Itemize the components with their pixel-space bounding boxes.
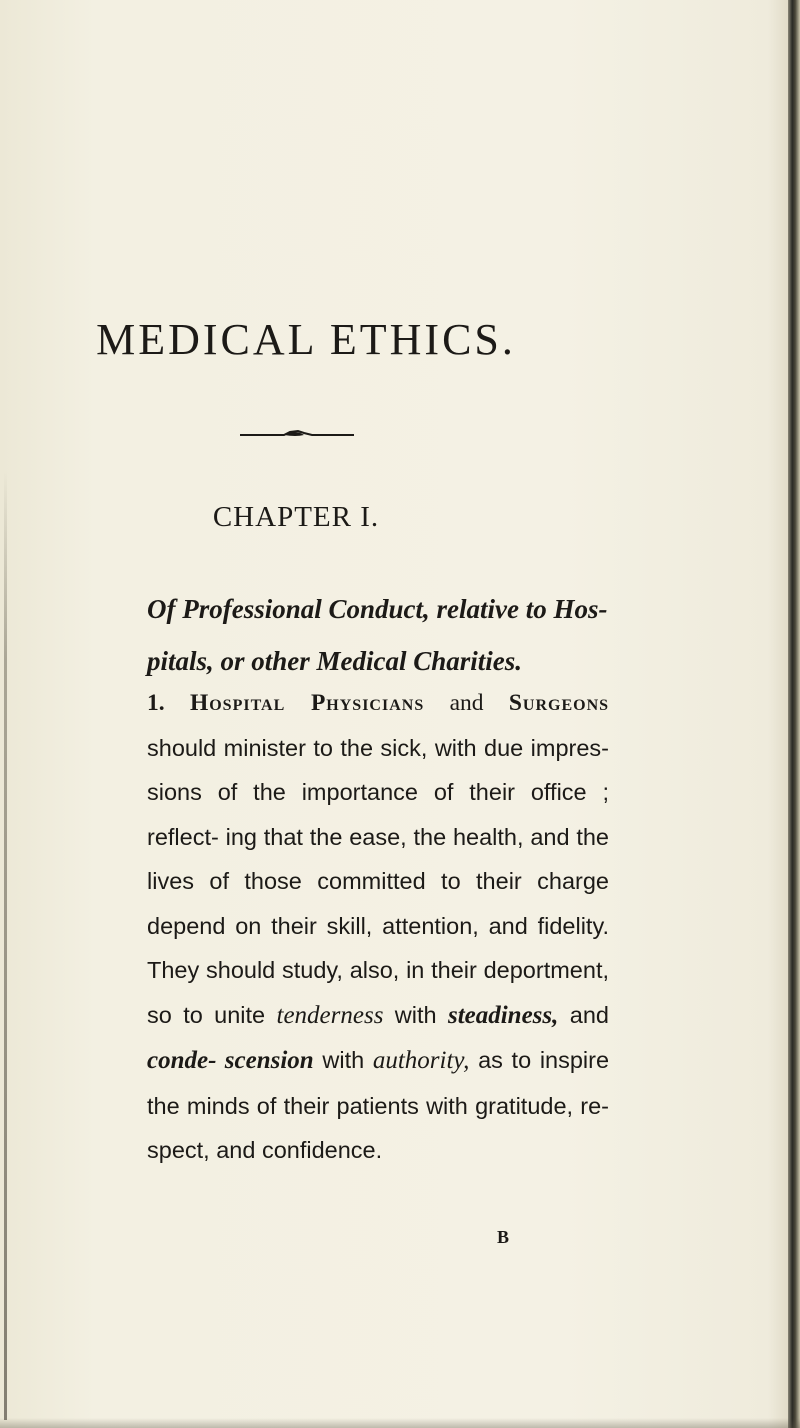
page-bottom-edge xyxy=(0,1418,800,1428)
book-title: MEDICAL ETHICS. xyxy=(96,315,516,364)
paragraph-text-3: and xyxy=(569,1001,609,1028)
emphasis-condescension: conde- scension xyxy=(147,1047,314,1074)
lead-conjunction: and xyxy=(449,690,484,716)
paragraph-text-1: should minister to the sick, with due impres- sions of the importance of their office ; reflect- ing that the ease, the health, and the lives of those committed to their charge depend on their skill, attention, and fidelity. They should study, also, in their deportment, so to unite xyxy=(147,734,609,1028)
paragraph-number: 1. xyxy=(147,690,165,716)
ornamental-rule xyxy=(238,428,356,440)
lead-words-2: Surgeons xyxy=(508,690,610,716)
emphasis-authority: authority, xyxy=(372,1047,470,1074)
emphasis-steadiness: steadiness, xyxy=(447,1001,559,1029)
chapter-subtitle xyxy=(147,583,627,687)
body-paragraph xyxy=(147,680,609,1173)
page-left-shadow xyxy=(4,470,7,1420)
lead-words: Hospital Physicians xyxy=(189,690,425,716)
subtitle-line-2: pitals, or other Medical Charities. xyxy=(147,646,523,676)
paragraph-text-4: with xyxy=(322,1047,365,1073)
paragraph-text-2: with xyxy=(394,1001,437,1028)
chapter-heading: CHAPTER I. xyxy=(212,501,380,533)
printer-signature-mark: B xyxy=(497,1227,510,1247)
page-binding-edge xyxy=(788,0,800,1428)
subtitle-line-1: Of Professional Conduct, relative to Hos- xyxy=(147,594,608,624)
paragraph-text-5: as to inspire the minds of their patients with gratitude, re- spect, and confidence. xyxy=(147,1047,610,1163)
emphasis-tenderness: tenderness xyxy=(276,1001,384,1029)
